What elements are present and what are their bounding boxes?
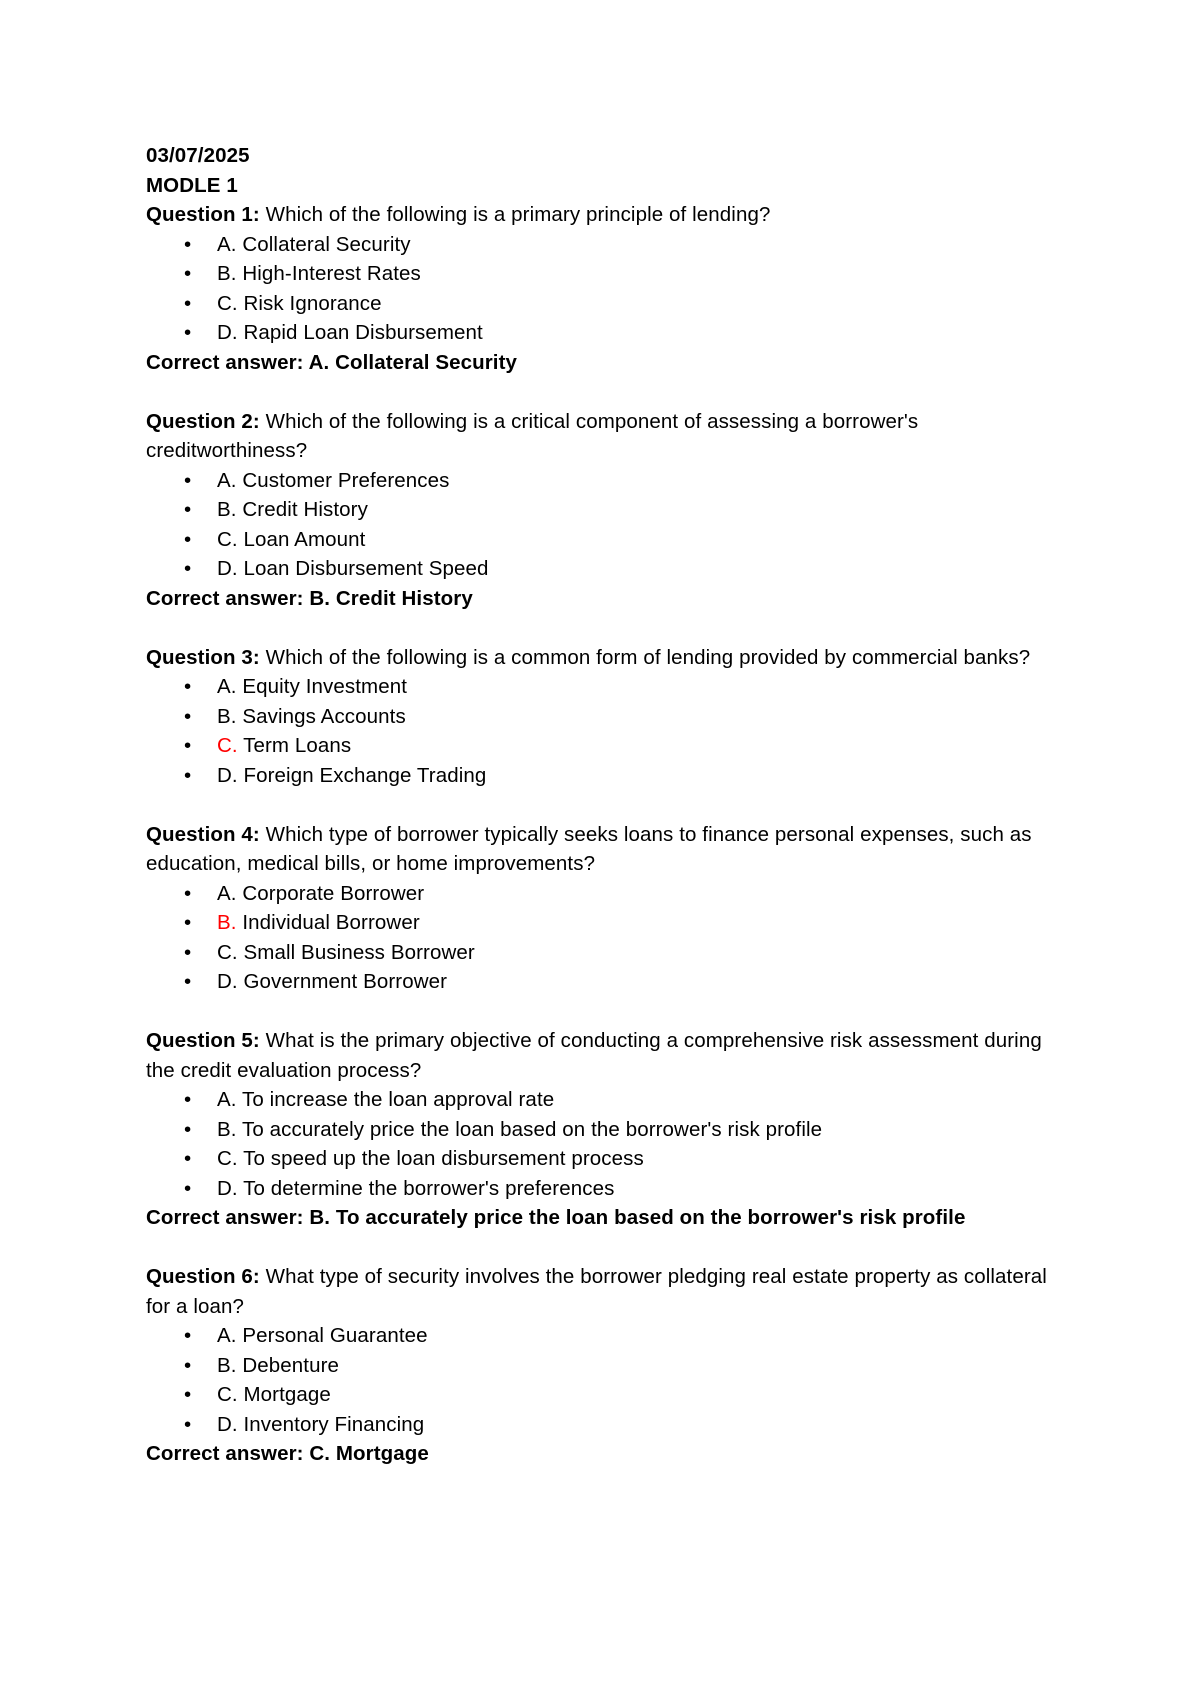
option-item (146, 908, 1076, 938)
option-item (146, 289, 1076, 319)
question-text (146, 643, 1076, 673)
bullet-icon: • (184, 498, 192, 521)
option-text: Equity Investment (236, 675, 408, 698)
option-letter: A. (217, 468, 237, 492)
bullet-icon: • (184, 940, 192, 964)
option-item (146, 1380, 1076, 1410)
option-text: Customer Preferences (236, 468, 450, 492)
module-title: MODLE 1 (146, 173, 238, 197)
option-text: Credit History (236, 498, 368, 521)
bullet-icon: • (184, 1383, 192, 1406)
option-item (146, 1321, 1076, 1351)
bullet-icon: • (184, 468, 192, 492)
bullet-icon: • (184, 911, 192, 934)
document-page (146, 141, 1076, 1498)
option-letter: C. (217, 1147, 238, 1170)
question-prompt: Which of the following is a common form of lending provided by commercial banks? (259, 645, 1031, 669)
question-label: Question 4: (146, 822, 260, 846)
option-text: Individual Borrower (236, 911, 420, 934)
option-item (146, 761, 1076, 791)
question-label: Question 5: (146, 1029, 260, 1052)
question-prompt: What type of security involves the borrower pledging real estate property as collateral for a loan? (146, 1265, 1047, 1318)
option-item (146, 879, 1076, 909)
option-text: Foreign Exchange Trading (237, 763, 487, 787)
option-text: Savings Accounts (236, 704, 406, 728)
option-text: Small Business Borrower (237, 940, 475, 964)
option-item (146, 938, 1076, 968)
option-text: Collateral Security (236, 232, 411, 256)
option-letter: D. (217, 1176, 238, 1200)
option-text: Loan Amount (237, 527, 366, 551)
bullet-icon: • (184, 1088, 192, 1111)
option-letter: D. (217, 557, 238, 580)
question-text (146, 1026, 1076, 1085)
option-letter: C. (217, 527, 238, 551)
question-prompt: Which of the following is a critical component of assessing a borrower's creditworthiness? (146, 409, 919, 462)
question-block (146, 1262, 1076, 1498)
option-text: Corporate Borrower (236, 881, 425, 905)
option-list (146, 466, 1076, 584)
option-list (146, 1085, 1076, 1203)
bullet-icon: • (184, 1176, 192, 1200)
bullet-icon: • (184, 970, 192, 993)
option-item (146, 466, 1076, 496)
bullet-icon: • (184, 763, 192, 787)
option-text: Term Loans (237, 734, 352, 757)
option-item (146, 672, 1076, 702)
option-item (146, 1144, 1076, 1174)
option-letter: A. (217, 1088, 237, 1111)
blank-line (146, 790, 1076, 820)
option-text: To accurately price the loan based on the borrower's risk profile (236, 1117, 823, 1141)
option-text: To speed up the loan disbursement process (237, 1147, 644, 1170)
question-label: Question 1: (146, 203, 260, 226)
question-text (146, 1262, 1076, 1321)
option-letter: B. (217, 498, 237, 521)
option-letter: D. (217, 1412, 238, 1436)
option-item (146, 1174, 1076, 1204)
question-block (146, 200, 1076, 407)
option-text: Personal Guarantee (236, 1324, 428, 1347)
option-item (146, 1351, 1076, 1381)
question-text (146, 200, 1076, 230)
option-item (146, 318, 1076, 348)
option-list (146, 879, 1076, 997)
question-label: Question 2: (146, 409, 260, 433)
option-letter: C. (217, 734, 238, 757)
question-label: Question 3: (146, 645, 260, 669)
option-letter: A. (217, 881, 237, 905)
option-text: High-Interest Rates (236, 262, 421, 285)
option-item (146, 554, 1076, 584)
option-text: To determine the borrower's preferences (237, 1176, 615, 1200)
question-block (146, 643, 1076, 820)
option-letter: C. (217, 1383, 238, 1406)
document-date: 03/07/2025 (146, 144, 250, 167)
option-letter: A. (217, 232, 237, 256)
bullet-icon: • (184, 557, 192, 580)
question-block (146, 407, 1076, 643)
option-letter: B. (217, 704, 237, 728)
bullet-icon: • (184, 262, 192, 285)
bullet-icon: • (184, 1412, 192, 1436)
question-text (146, 407, 1076, 466)
option-item (146, 1085, 1076, 1115)
option-item (146, 230, 1076, 260)
bullet-icon: • (184, 1324, 192, 1347)
bullet-icon: • (184, 675, 192, 698)
blank-line (146, 613, 1076, 643)
question-prompt: Which of the following is a primary principle of lending? (259, 203, 771, 226)
question-prompt: Which type of borrower typically seeks loans to finance personal expenses, such as education, medical bills, or home improvements? (146, 822, 1032, 875)
bullet-icon: • (184, 1353, 192, 1377)
option-letter: D. (217, 321, 238, 344)
option-item (146, 967, 1076, 997)
option-list (146, 230, 1076, 348)
option-text: To increase the loan approval rate (236, 1088, 555, 1111)
option-item (146, 495, 1076, 525)
blank-line (146, 1469, 1076, 1499)
bullet-icon: • (184, 1147, 192, 1170)
option-list (146, 1321, 1076, 1439)
bullet-icon: • (184, 734, 192, 757)
option-item (146, 525, 1076, 555)
question-prompt: What is the primary objective of conducting a comprehensive risk assessment during the credit evaluation process? (146, 1029, 1042, 1082)
option-letter: D. (217, 970, 238, 993)
question-block (146, 1026, 1076, 1262)
correct-answer: Correct answer: A. Collateral Security (146, 350, 518, 374)
bullet-icon: • (184, 321, 192, 344)
correct-answer: Correct answer: B. To accurately price the loan based on the borrower's risk profile (146, 1206, 966, 1229)
option-text: Mortgage (237, 1383, 331, 1406)
bullet-icon: • (184, 704, 192, 728)
option-letter: C. (217, 291, 238, 315)
option-text: Risk Ignorance (237, 291, 382, 315)
option-item (146, 731, 1076, 761)
question-text (146, 820, 1076, 879)
option-letter: D. (217, 763, 238, 787)
question-label: Question 6: (146, 1265, 260, 1288)
option-letter: B. (217, 1117, 237, 1141)
correct-answer: Correct answer: B. Credit History (146, 586, 473, 610)
option-list (146, 672, 1076, 790)
option-letter: C. (217, 940, 238, 964)
option-text: Inventory Financing (237, 1412, 425, 1436)
blank-line (146, 997, 1076, 1027)
question-block (146, 820, 1076, 1027)
blank-line (146, 377, 1076, 407)
option-letter: A. (217, 675, 237, 698)
option-text: Government Borrower (237, 970, 448, 993)
option-item (146, 1115, 1076, 1145)
correct-answer: Correct answer: C. Mortgage (146, 1442, 429, 1465)
option-item (146, 1410, 1076, 1440)
option-letter: B. (217, 262, 237, 285)
blank-line (146, 1233, 1076, 1263)
bullet-icon: • (184, 881, 192, 905)
option-item (146, 259, 1076, 289)
bullet-icon: • (184, 1117, 192, 1141)
option-letter: A. (217, 1324, 237, 1347)
option-text: Loan Disbursement Speed (237, 557, 489, 580)
question-list (146, 200, 1076, 1498)
option-item (146, 702, 1076, 732)
option-letter: B. (217, 911, 237, 934)
option-letter: B. (217, 1353, 237, 1377)
option-text: Debenture (236, 1353, 340, 1377)
option-text: Rapid Loan Disbursement (237, 321, 483, 344)
bullet-icon: • (184, 291, 192, 315)
bullet-icon: • (184, 232, 192, 256)
bullet-icon: • (184, 527, 192, 551)
